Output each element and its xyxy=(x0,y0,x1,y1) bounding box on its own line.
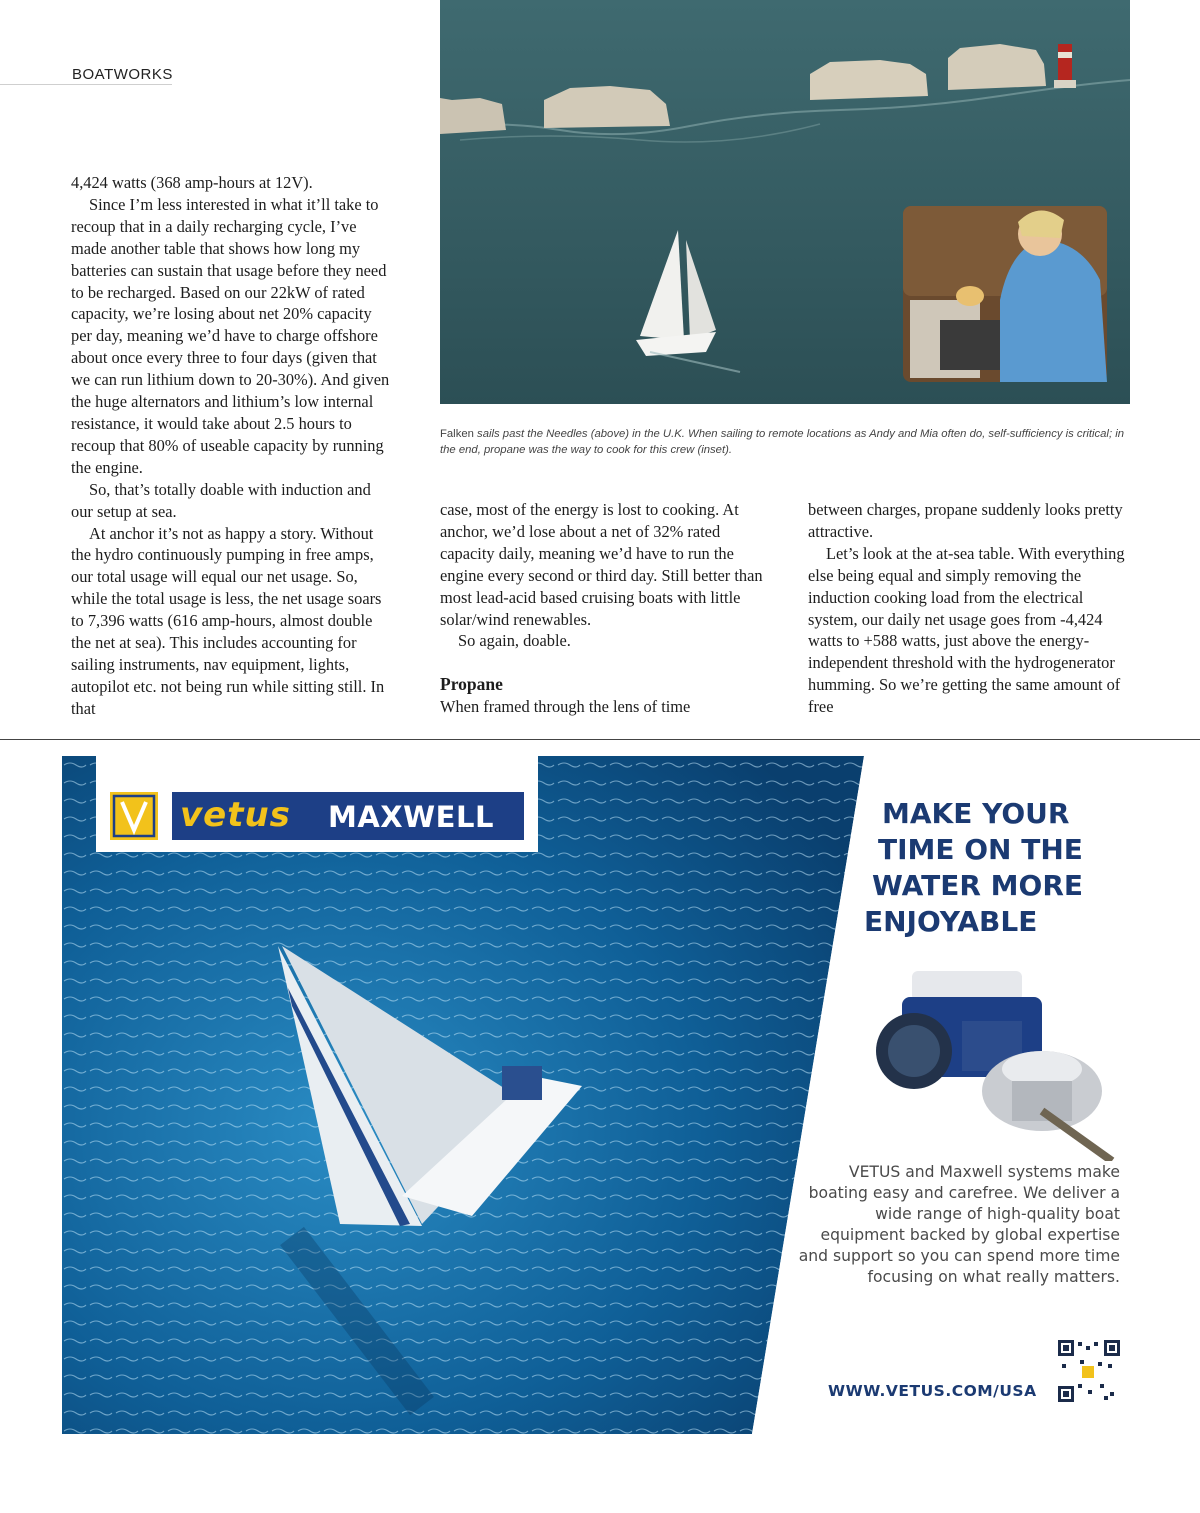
ad-website-link[interactable]: WWW.VETUS.COM/USA xyxy=(828,1382,1037,1400)
paragraph: case, most of the energy is lost to cooking. At anchor, we’d lose about a net of 32% rated capacity daily, meaning we’d have to run the engine every second or third day. Still better than most lead-acid based cruising boats with little solar/wind renewables. xyxy=(440,500,763,629)
photo-caption xyxy=(440,426,1130,458)
ad-body-text: VETUS and Maxwell systems make boating easy and carefree. We deliver a wide range of high-quality boat equipment backed by global expertise and support so you can spend more time focusing on what really matters. xyxy=(798,1163,1120,1286)
paragraph: between charges, propane suddenly looks pretty attractive. xyxy=(808,500,1123,541)
logo-maxwell-text: MAXWELL xyxy=(328,800,494,834)
subheading-propane: Propane xyxy=(440,674,503,695)
windlass-thruster-product-image xyxy=(852,961,1122,1161)
logo-blue-bar xyxy=(172,792,524,840)
paragraph: So, that’s totally doable with induction and our setup at sea. xyxy=(71,479,371,521)
ad-headline-line: MAKE YOUR xyxy=(882,797,1070,830)
ad-headline-line: ENJOYABLE xyxy=(864,905,1038,938)
vetus-emblem-icon xyxy=(110,792,158,840)
paragraph: When framed through the lens of time xyxy=(440,697,691,717)
paragraph: Since I’m less interested in what it’ll take to recoup that in a daily recharging cycle, I’ve made another table that shows how long my batteries can sustain that usage before they need to be recharged. Based on our 22kW of rated capacity, we’re losing about net 20% capacity per day, meaning we’d have to charge offshore about once every three to four days (given that we can run lithium down to 20-30%). And given the huge alternators and lithium’s low internal resistance, it would take about 2.5 hours to recoup that 80% of useable capacity by running the engine. xyxy=(71,194,390,477)
logo-vetus-text: vetus xyxy=(180,795,291,835)
ad-headline-line: TIME ON THE xyxy=(878,833,1083,866)
ad-headline-line: WATER MORE xyxy=(872,869,1084,902)
ad-headline xyxy=(862,796,1112,940)
photo-needles-sailboat xyxy=(440,0,1130,404)
caption-boat-name: Falken xyxy=(440,428,474,440)
article-column-3 xyxy=(808,499,1130,718)
article-column-2 xyxy=(440,499,765,718)
inset-photo-cooking xyxy=(903,206,1107,382)
section-label: BOATWORKS xyxy=(72,66,173,83)
article-column-1 xyxy=(71,172,393,720)
qr-code-icon[interactable] xyxy=(1058,1340,1120,1402)
vetus-maxwell-advertisement[interactable] xyxy=(62,756,1138,1434)
section-rule xyxy=(0,84,172,85)
caption-text: sails past the Needles (above) in the U.K. When sailing to remote locations as Andy and Mia often do, self-sufficiency is critical; in the end, propane was the way to cook for this crew (inset). xyxy=(440,428,1125,456)
vetus-maxwell-logo[interactable] xyxy=(96,756,538,852)
paragraph: 4,424 watts (368 amp-hours at 12V). xyxy=(71,173,313,192)
paragraph: Let’s look at the at-sea table. With everything else being equal and simply removing the induction cooking load from the electrical system, our daily net usage goes from -4,424 watts to +588 watts, just above the energy-independent threshold with the hydrogenerator humming. So we’re getting the same amount of free xyxy=(808,543,1125,717)
page-divider xyxy=(0,739,1200,740)
paragraph: So again, doable. xyxy=(458,631,571,651)
paragraph: At anchor it’s not as happy a story. Without the hydro continuously pumping in free amps, our total usage will equal our net usage. So, while the total usage is less, the net usage soars to 7,396 watts (616 amp-hours, almost double the net at sea). This includes accounting for sailing instruments, nav equipment, lights, autopilot etc. not being run while sitting still. In that xyxy=(71,523,385,718)
